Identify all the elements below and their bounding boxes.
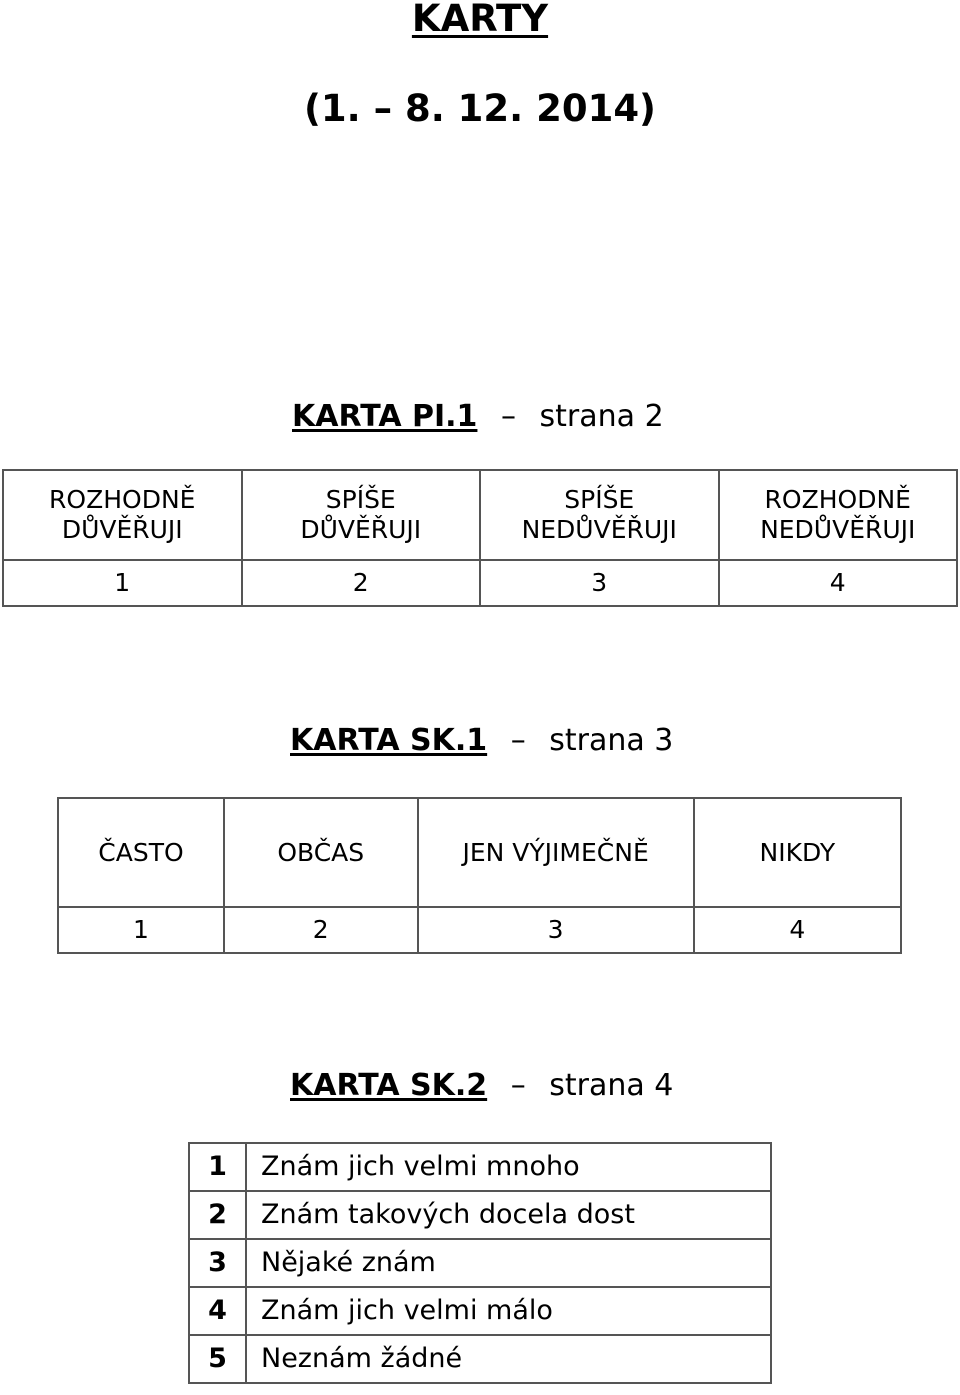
table-row — [189, 1239, 771, 1287]
scale-label: SPÍŠE NEDŮVĚŘUJI — [480, 470, 719, 560]
scale-label: ČASTO — [58, 798, 224, 907]
table-row — [189, 1191, 771, 1239]
card-dash: – — [510, 723, 526, 758]
row-number: 5 — [189, 1335, 246, 1383]
scale-label: JEN VÝJIMEČNĚ — [418, 798, 694, 907]
scale-label: ROZHODNĚ NEDŮVĚŘUJI — [719, 470, 958, 560]
row-number: 1 — [189, 1143, 246, 1191]
row-number: 3 — [189, 1239, 246, 1287]
scale-label: ROZHODNĚ DŮVĚŘUJI — [3, 470, 242, 560]
scale-number: 4 — [719, 560, 958, 606]
scale-number: 3 — [418, 907, 694, 953]
card-pi1-table — [2, 469, 958, 607]
row-text: Znám jich velmi mnoho — [246, 1143, 771, 1191]
card-sk2-table — [188, 1142, 772, 1384]
table-row — [189, 1335, 771, 1383]
scale-number: 1 — [3, 560, 242, 606]
card-sk1-heading — [290, 724, 673, 758]
scale-label: NIKDY — [694, 798, 901, 907]
card-page: strana 4 — [549, 1068, 674, 1103]
document-title: KARTY — [411, 0, 549, 40]
card-pi1-heading — [292, 400, 664, 434]
card-sk2-heading — [290, 1069, 673, 1103]
scale-number: 2 — [224, 907, 418, 953]
card-dash: – — [510, 1068, 526, 1103]
row-number: 4 — [189, 1287, 246, 1335]
date-range: (1. – 8. 12. 2014) — [304, 87, 656, 130]
row-text: Neznám žádné — [246, 1335, 771, 1383]
card-code: KARTA SK.1 — [290, 723, 488, 758]
row-text: Znám jich velmi málo — [246, 1287, 771, 1335]
scale-number: 2 — [242, 560, 481, 606]
table-row — [189, 1287, 771, 1335]
scale-number: 4 — [694, 907, 901, 953]
scale-label: OBČAS — [224, 798, 418, 907]
row-text: Nějaké znám — [246, 1239, 771, 1287]
scale-label: SPÍŠE DŮVĚŘUJI — [242, 470, 481, 560]
scale-number: 3 — [480, 560, 719, 606]
table-row — [189, 1143, 771, 1191]
scale-number: 1 — [58, 907, 224, 953]
card-page: strana 2 — [539, 399, 664, 434]
card-code: KARTA SK.2 — [290, 1068, 488, 1103]
row-text: Znám takových docela dost — [246, 1191, 771, 1239]
card-code: KARTA PI.1 — [292, 399, 478, 434]
row-number: 2 — [189, 1191, 246, 1239]
card-sk1-table — [57, 797, 902, 954]
card-page: strana 3 — [549, 723, 674, 758]
card-dash: – — [500, 399, 516, 434]
